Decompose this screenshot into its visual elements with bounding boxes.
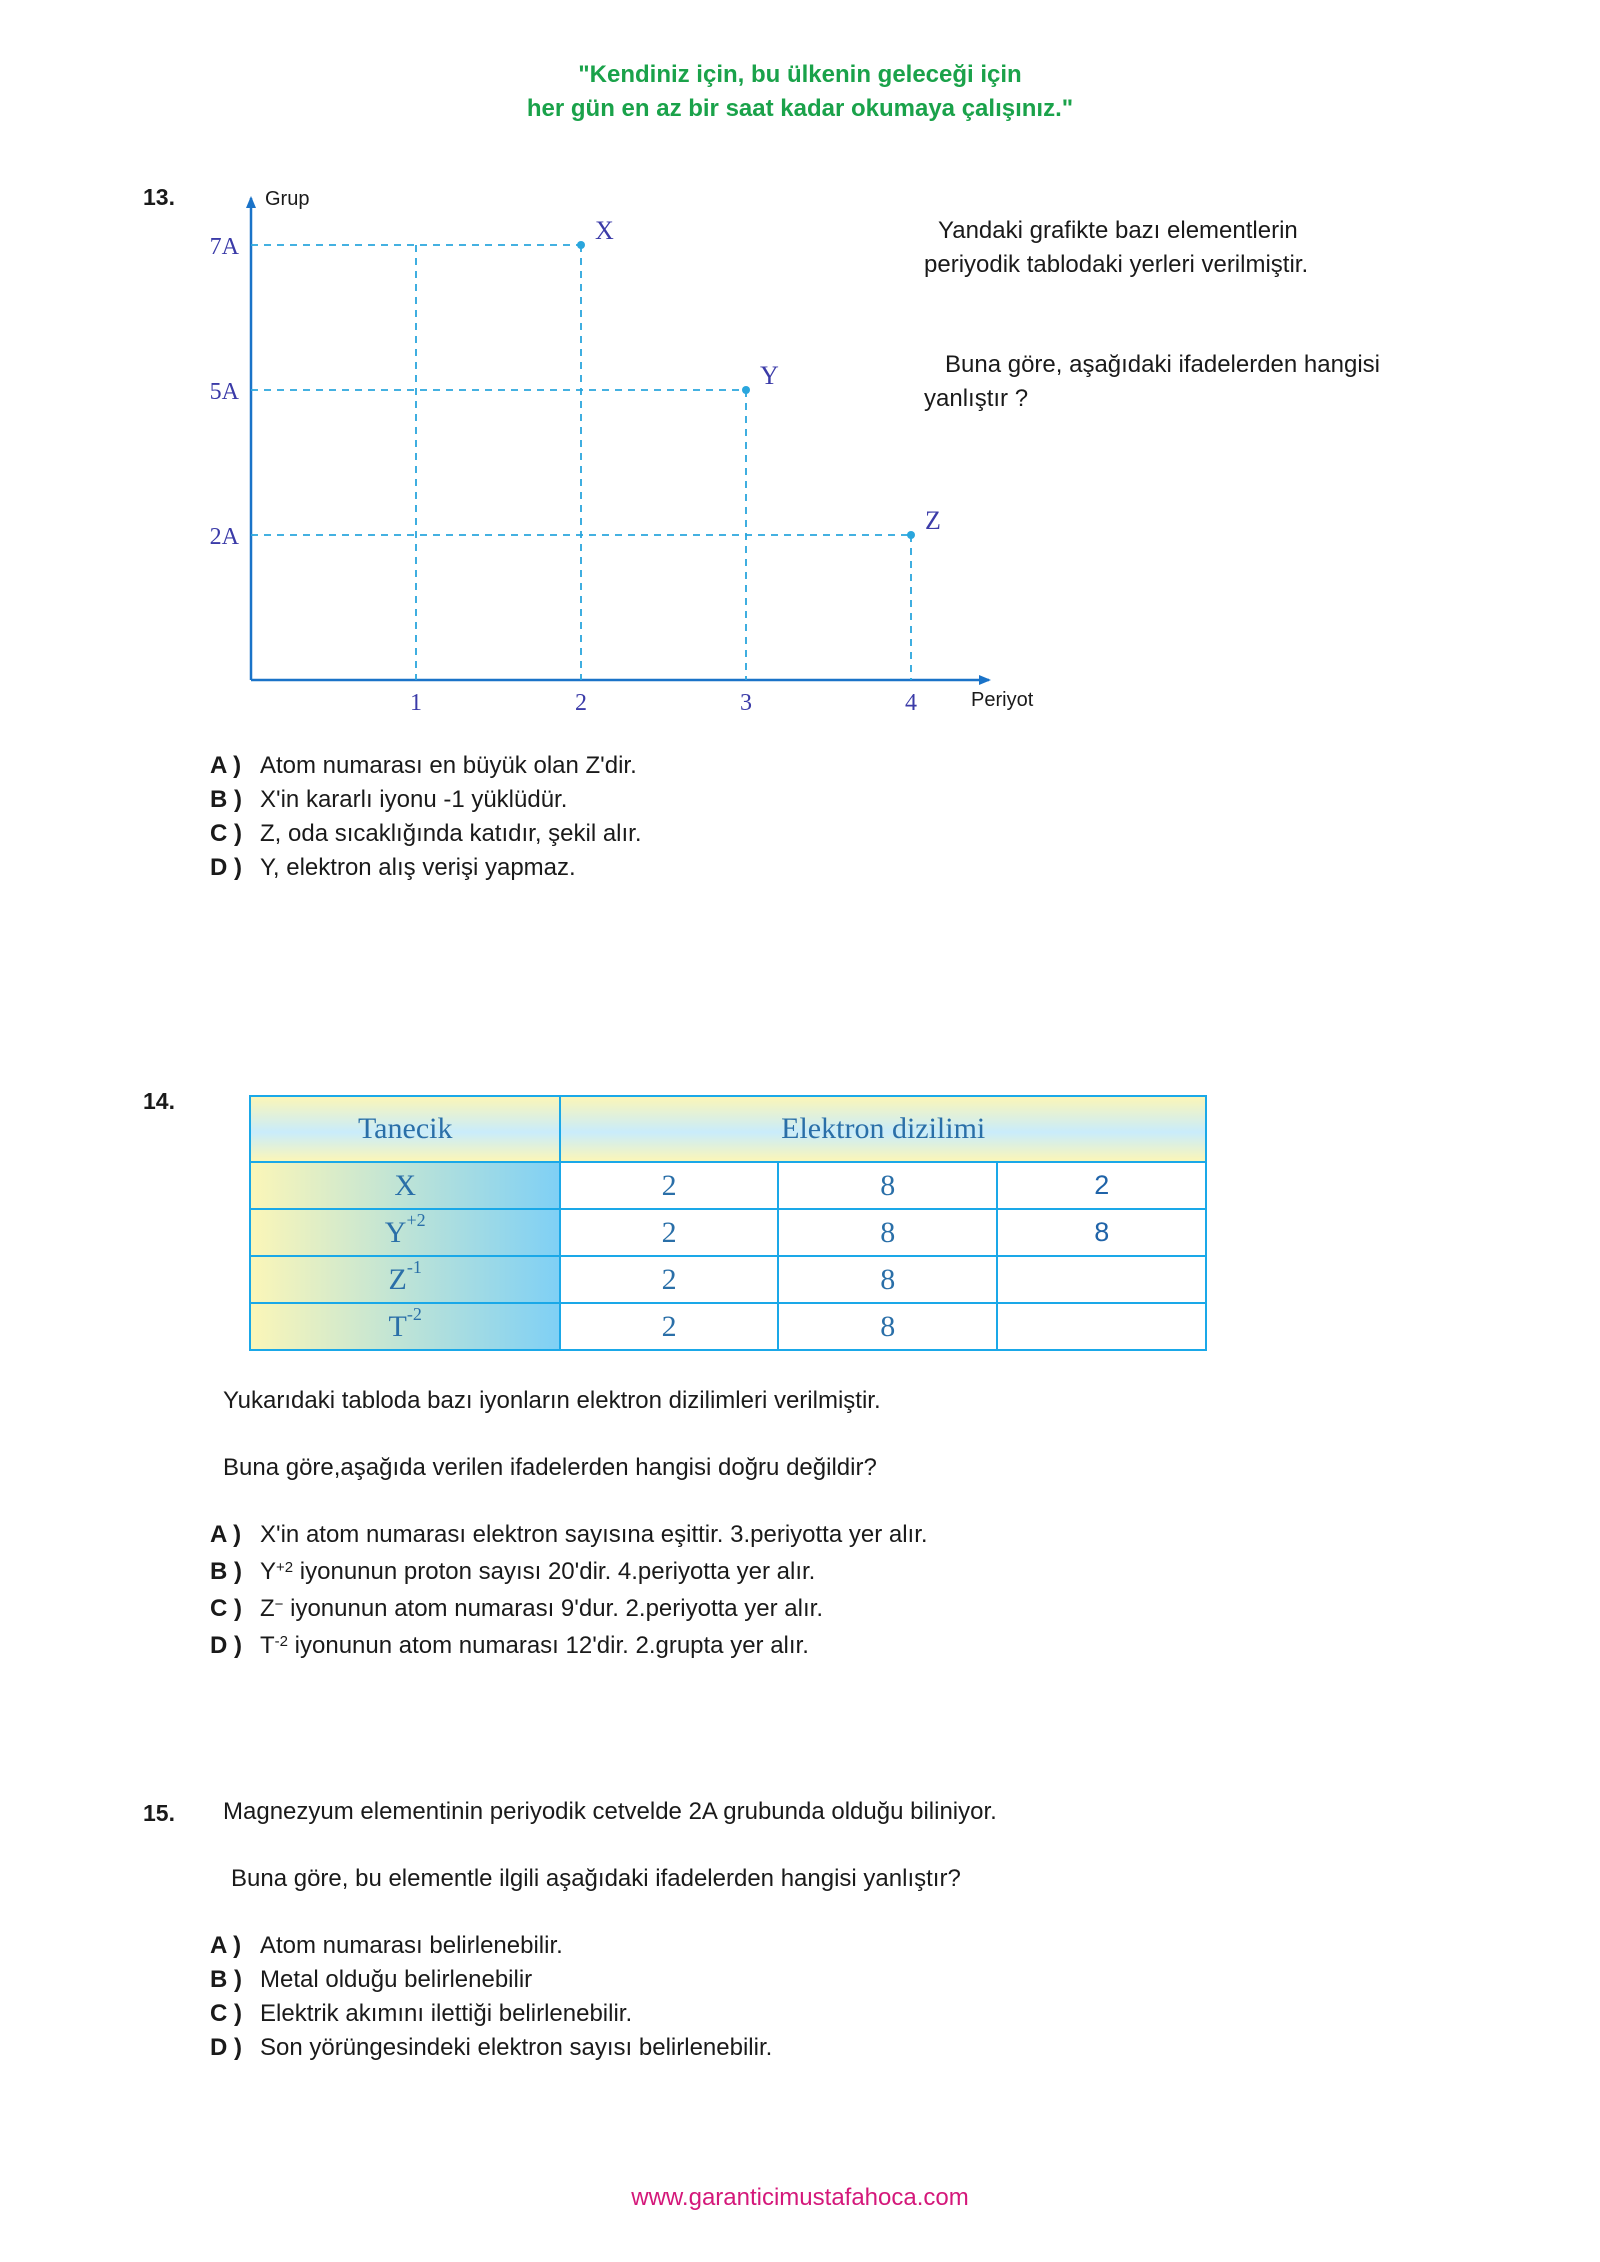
y-axis-title: Grup bbox=[265, 188, 310, 210]
y-tick-label: 7A bbox=[209, 234, 239, 260]
q15-text-1: Magnezyum elementinin periyodik cetvelde 2A grubunda olduğu biliniyor. bbox=[223, 1798, 997, 1825]
x-tick-label: 3 bbox=[740, 690, 752, 716]
point-label: Z bbox=[925, 506, 941, 535]
option-text: Atom numarası en büyük olan Z'dir. bbox=[260, 752, 637, 779]
q15-options bbox=[210, 1929, 772, 2065]
shell-1: 2 bbox=[560, 1256, 778, 1303]
q13-text-4: yanlıştır ? bbox=[924, 385, 1029, 412]
particle-name: $T^{-2}$ bbox=[250, 1303, 560, 1350]
q14-text-2: Buna göre,aşağıda verilen ifadelerden hangisi doğru değildir? bbox=[223, 1454, 877, 1481]
option-text: Y, elektron alış verişi yapmaz. bbox=[260, 854, 576, 881]
option-label: C ) bbox=[210, 1595, 242, 1622]
footer-url[interactable]: www.garanticimustafahoca.com bbox=[631, 2184, 969, 2211]
option-text: Atom numarası belirlenebilir. bbox=[260, 1932, 563, 1959]
q15-option-d[interactable] bbox=[210, 2031, 772, 2065]
option-text: Z bbox=[260, 1595, 275, 1622]
header-elektron-dizilimi: Elektron dizilimi bbox=[560, 1096, 1206, 1162]
q14-option-b[interactable]: B ) $Y^{+2}$ iyonunun proton sayısı 20'dir. 4.periyotta yer alır. bbox=[210, 1555, 928, 1592]
option-label: C ) bbox=[210, 2000, 242, 2027]
q14-options bbox=[210, 1518, 928, 1666]
shell-3 bbox=[997, 1303, 1206, 1350]
particle-name: $Y^{+2}$ bbox=[250, 1209, 560, 1256]
shell-2: 8 bbox=[778, 1209, 998, 1256]
q15-option-a[interactable] bbox=[210, 1929, 772, 1963]
option-label: D ) bbox=[210, 1632, 242, 1659]
x-tick-label: 4 bbox=[905, 690, 917, 716]
q15-text-2: Buna göre, bu elementle ilgili aşağıdaki ifadelerden hangisi yanlıştır? bbox=[231, 1865, 961, 1892]
q13-text-3: Buna göre, aşağıdaki ifadelerden hangisi bbox=[945, 351, 1380, 378]
option-label: A ) bbox=[210, 1932, 242, 1959]
q14-option-c[interactable]: C ) Z− iyonunun atom numarası 9'dur. 2.periyotta yer alır. bbox=[210, 1592, 928, 1629]
option-text: X'in kararlı iyonu -1 yüklüdür. bbox=[260, 786, 568, 813]
shell-1: 2 bbox=[560, 1303, 778, 1350]
q13-text-1: Yandaki grafikte bazı elementlerin bbox=[938, 217, 1298, 244]
shell-3 bbox=[997, 1256, 1206, 1303]
option-label: A ) bbox=[210, 1521, 242, 1548]
option-text: Elektrik akımını ilettiği belirlenebilir. bbox=[260, 2000, 633, 2027]
option-text: X'in atom numarası elektron sayısına eşittir. 3.periyotta yer alır. bbox=[260, 1521, 928, 1548]
option-text: Y bbox=[260, 1558, 277, 1585]
table-row bbox=[250, 1303, 1206, 1350]
question-13-number: 13. bbox=[143, 184, 175, 210]
option-label: D ) bbox=[210, 2034, 242, 2061]
shell-1: 2 bbox=[560, 1209, 778, 1256]
option-label: A ) bbox=[210, 752, 242, 779]
header-line-2: her gün en az bir saat kadar okumaya çalışınız." bbox=[526, 95, 1074, 122]
y-tick-label: 5A bbox=[209, 379, 239, 405]
x-tick-label: 1 bbox=[410, 690, 422, 716]
option-label: B ) bbox=[210, 786, 242, 813]
x-tick-label: 2 bbox=[575, 690, 587, 716]
shell-2: 8 bbox=[778, 1303, 998, 1350]
option-text: Z, oda sıcaklığında katıdır, şekil alır. bbox=[260, 820, 642, 847]
q15-option-c[interactable] bbox=[210, 1997, 772, 2031]
q13-options bbox=[210, 749, 642, 885]
shell-3: 2 bbox=[997, 1162, 1206, 1209]
point-label: Y bbox=[760, 361, 779, 390]
shell-3: 8 bbox=[997, 1209, 1206, 1256]
particle-name: X bbox=[250, 1162, 560, 1209]
electron-config-table bbox=[249, 1095, 1207, 1351]
particle-name: $Z^{-1}$ bbox=[250, 1256, 560, 1303]
y-tick-label: 2A bbox=[209, 524, 239, 550]
q14-option-a[interactable] bbox=[210, 1518, 928, 1555]
option-label: B ) bbox=[210, 1966, 242, 1993]
header-quote bbox=[0, 58, 1600, 126]
q14-text-1: Yukarıdaki tabloda bazı iyonların elektron dizilimleri verilmiştir. bbox=[223, 1387, 881, 1414]
option-text: Metal olduğu belirlenebilir bbox=[260, 1966, 533, 1993]
header-line-1: "Kendiniz için, bu ülkenin geleceği için bbox=[578, 61, 1022, 88]
shell-2: 8 bbox=[778, 1256, 998, 1303]
option-label: B ) bbox=[210, 1558, 242, 1585]
q14-option-d[interactable]: D ) $T^{-2}$ iyonunun atom numarası 12'dir. 2.grupta yer alır. bbox=[210, 1629, 928, 1666]
point-label: X bbox=[595, 216, 614, 245]
option-label: C ) bbox=[210, 820, 242, 847]
option-label: D ) bbox=[210, 854, 242, 881]
q13-text-2: periyodik tablodaki yerleri verilmiştir. bbox=[924, 251, 1309, 278]
x-axis-title: Periyot bbox=[971, 689, 1034, 711]
shell-1: 2 bbox=[560, 1162, 778, 1209]
data-point bbox=[907, 531, 915, 539]
q13-option-a[interactable] bbox=[210, 749, 642, 783]
option-text: Son yörüngesindeki elektron sayısı belirlenebilir. bbox=[260, 2034, 773, 2061]
data-point bbox=[577, 241, 585, 249]
shell-2: 8 bbox=[778, 1162, 998, 1209]
question-15-number: 15. bbox=[143, 1800, 175, 1826]
table-row bbox=[250, 1162, 1206, 1209]
data-point bbox=[742, 386, 750, 394]
q13-option-b[interactable] bbox=[210, 783, 642, 817]
q13-option-c[interactable] bbox=[210, 817, 642, 851]
header-tanecik: Tanecik bbox=[250, 1096, 560, 1162]
table-row bbox=[250, 1209, 1206, 1256]
question-14-number: 14. bbox=[143, 1088, 175, 1114]
table-row bbox=[250, 1256, 1206, 1303]
q15-option-b[interactable] bbox=[210, 1963, 772, 1997]
option-text: T bbox=[260, 1632, 275, 1659]
q13-option-d[interactable] bbox=[210, 851, 642, 885]
